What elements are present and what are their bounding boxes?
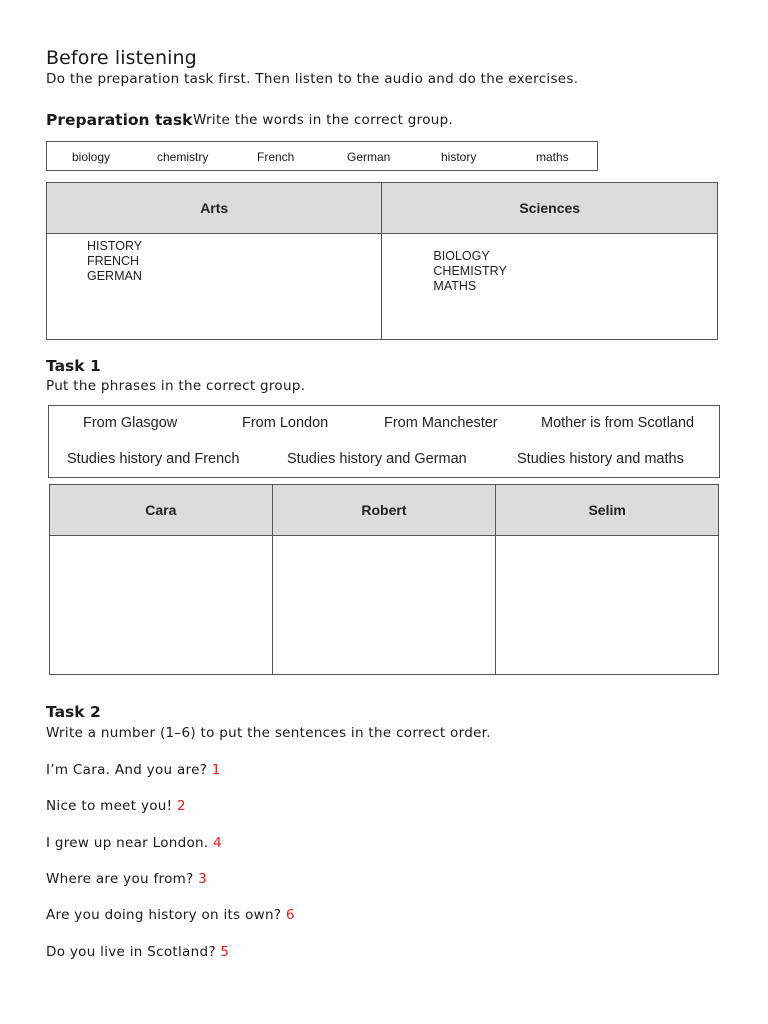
column-header-robert: Robert	[272, 485, 496, 536]
sentence-item	[46, 798, 186, 814]
phrase-item: From Manchester	[384, 415, 498, 431]
arts-answer-cell[interactable]	[47, 234, 382, 340]
sentence-item	[46, 762, 221, 778]
sentence-text: I’m Cara. And you are?	[46, 762, 208, 778]
task2-title: Task 2	[46, 703, 101, 721]
arts-sciences-table	[46, 182, 718, 340]
phrase-bank	[48, 405, 720, 478]
robert-answer-cell[interactable]	[272, 536, 496, 675]
sentence-item	[46, 835, 222, 851]
column-header-arts: Arts	[47, 183, 382, 234]
cara-answer-cell[interactable]	[50, 536, 273, 675]
task1-title: Task 1	[46, 357, 101, 375]
arts-answer: HISTORY	[87, 239, 143, 253]
sentence-item	[46, 944, 229, 960]
sentence-text: Nice to meet you!	[46, 798, 173, 814]
sciences-answer: MATHS	[433, 279, 477, 293]
sciences-answer: BIOLOGY	[433, 249, 490, 263]
speakers-table	[49, 484, 719, 675]
sentence-text: I grew up near London.	[46, 835, 209, 851]
page-title: Before listening	[46, 47, 197, 69]
sentence-answer[interactable]: 3	[198, 871, 208, 887]
task1-instruction: Put the phrases in the correct group.	[46, 378, 306, 394]
phrase-item: Studies history and French	[67, 451, 240, 467]
word-bank-item: chemistry	[157, 150, 209, 164]
sentence-text: Do you live in Scotland?	[46, 944, 216, 960]
phrase-item: Mother is from Scotland	[541, 415, 695, 431]
sentence-answer[interactable]: 1	[211, 762, 221, 778]
sentence-answer[interactable]: 2	[176, 798, 186, 814]
sciences-answer-cell[interactable]	[382, 234, 718, 340]
column-header-sciences: Sciences	[382, 183, 718, 234]
arts-answer: FRENCH	[87, 254, 140, 268]
word-bank-item: history	[441, 150, 477, 164]
word-bank-item: German	[347, 150, 391, 164]
page-intro: Do the preparation task first. Then listen to the audio and do the exercises.	[46, 71, 579, 87]
preparation-task-title: Preparation task	[46, 111, 193, 129]
phrase-item: From London	[242, 415, 329, 431]
selim-answer-cell[interactable]	[496, 536, 719, 675]
column-header-cara: Cara	[50, 485, 273, 536]
word-bank-item: maths	[536, 150, 569, 164]
arts-answer: GERMAN	[87, 269, 142, 283]
word-bank-item: French	[257, 150, 295, 164]
sentence-answer[interactable]: 4	[213, 835, 222, 851]
task2-instruction: Write a number (1–6) to put the sentences in the correct order.	[46, 725, 491, 741]
phrase-item: Studies history and German	[287, 451, 467, 467]
word-bank-item: biology	[72, 150, 111, 164]
sentence-text: Where are you from?	[46, 871, 194, 887]
phrase-item: Studies history and maths	[517, 451, 684, 467]
word-bank	[46, 141, 598, 171]
sciences-answer: CHEMISTRY	[433, 264, 507, 278]
sentence-item	[46, 871, 207, 887]
sentence-answer[interactable]: 5	[220, 944, 230, 960]
column-header-selim: Selim	[496, 485, 719, 536]
preparation-task-instruction: Write the words in the correct group.	[193, 112, 454, 128]
sentence-item	[46, 907, 295, 923]
phrase-item: From Glasgow	[83, 415, 178, 431]
sentence-answer[interactable]: 6	[285, 907, 295, 923]
sentence-text: Are you doing history on its own?	[46, 907, 282, 923]
